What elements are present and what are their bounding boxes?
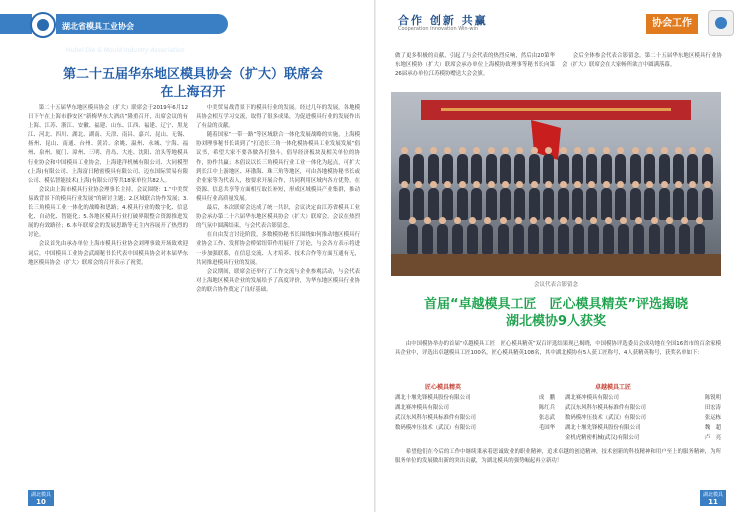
floor: [391, 254, 721, 276]
article2-title-line1: 首届“卓越模具工匠 匠心模具精英”评选揭晓: [423, 297, 689, 312]
list-item: [395, 413, 555, 423]
article1-column-1: [28, 104, 188, 484]
paragraph: 最后，本次联席会达成了统一共识，会议决定由江苏省模具工业协会承办第二十六届华东地区模具协会（扩大）联席会。会议在热烈的气氛中圆满结束，与会代表合影留念。: [196, 205, 360, 230]
list-item: [395, 393, 555, 403]
article1-title-line1: 第二十五届华东地区模具协会（扩大）联席会: [62, 67, 323, 82]
article1-title: [28, 66, 358, 102]
company-name: 数码模冲压技术（武汉）有限公司: [565, 415, 646, 421]
page-number: 11: [708, 498, 718, 506]
article1-column-2: [196, 104, 360, 484]
company-name: 武汉东风科尔模具标准件有限公司: [565, 405, 646, 411]
motto: 合作 创新 共赢: [398, 14, 488, 27]
article2-closing: [395, 448, 721, 466]
company-name: 金机虎精密机械(武汉)有限公司: [565, 435, 640, 441]
list-item: [395, 423, 555, 433]
paragraph: 希望他们在今后的工作中继续秉承着思诚致业的职业精神，追求卓越的创造精神，技术创新的科技精神和用户至上的服务精神，为所服务单位的发展做出新的突出贡献，为湖北模具的强势崛起再立新功！: [395, 449, 721, 465]
left-page-header: [0, 14, 372, 54]
page-number-right: [700, 490, 726, 506]
paragraph: 第二十五届华东地区模具协会（扩大）联席会于2019年6月12日下午在上海市静安区“新梅华东大酒店”隆重召开，出席会议的有上海、江苏、浙江、安徽、福建、山东、江西、福建、辽宁、黑龙江、河北、四川、湖北、湖南、天津、南昌、嘉兴、昆山、无锡、扬州、昆山、南通、台州、黄岩、余姚、温州、永城、宁海、福州、泉州、厦门、漳州、三明、青岛、大连、沈阳、泊头等地模具行业协会和中国模具工业协会，上海建洋机械有限公司、大同模塑(上海)有限公司、上海富日精密模具有限公司、迈东国际贸易有限公司、模弘智能技术(上海)有限公司等共18家单位共82人。: [28, 105, 188, 184]
header-stripe: [0, 14, 32, 34]
winner-name: 张志武: [538, 415, 555, 421]
article1-title-line2: 在上海召开: [160, 85, 226, 100]
paragraph: 在自由发言讨论阶段，多数模协秘书长围绕如何推动地区模具行业协会工作、发挥协会桥梁纽带作用展开了讨论，与会各方表示将进一步加强联系，在信息交流、人才培养、技术合作等方面互通有无，共同推进模具行业的发展。: [196, 232, 360, 266]
award-heading-elite: 匠心模具精英: [425, 384, 462, 391]
footer-label: 湖北模具: [30, 492, 51, 498]
company-name: 湖北赛冲模具有限公司: [565, 395, 619, 401]
article2-title: [391, 296, 721, 330]
paragraph: 会议由上海市模具行业协会理事长主持，会议围绕：1.“中美贸易战背景下的模具行业发展”的研讨主题；2.区域联合协作发展；3.长三角模具工业一体化的战略和思路；4.模具行业的数字化、信息化、自动化、智能化；5.各地区模具行业打破界限整合资源推进发展的有效路径；6.本年联席会的发展思路等无主内容展开了热烈的讨论。: [28, 186, 188, 239]
section-tab: 协会工作: [646, 14, 698, 34]
photo-caption: 会议代表合影留念: [533, 282, 578, 288]
elite-winners: [395, 393, 555, 433]
article1-continued-column: [395, 52, 555, 90]
association-name-cn: 湖北省模具工业协会: [62, 22, 134, 31]
paragraph: 会后全体参会代表合影留念。第二十五届华东地区模具行业协会（扩大）联席会在大家畅所欲言中圆满落幕。: [562, 53, 722, 69]
association-name-en: Hubei Die & Mould Industry Association: [66, 47, 185, 54]
list-item: [565, 403, 721, 413]
footer-label: 湖北模具: [702, 492, 723, 498]
list-item: [565, 423, 721, 433]
motto-en: Cooperation Innovation Win-win: [398, 26, 479, 32]
company-name: 湖北十堰先锋模具股份有限公司: [565, 425, 641, 431]
award-list: [395, 382, 721, 444]
association-logo-icon: [30, 12, 56, 38]
page-gutter: [374, 0, 376, 512]
page-number: 10: [36, 498, 46, 506]
company-name: 湖北赛冲模具有限公司: [395, 405, 449, 411]
company-name: 湖北十堰先锋模具股份有限公司: [395, 395, 471, 401]
winner-name: 魏 超: [704, 425, 721, 431]
middle-row-people: [399, 188, 713, 220]
company-name: 武汉东风科尔模具标准件有限公司: [395, 415, 476, 421]
company-name: 数码模冲压技术（武汉）有限公司: [395, 425, 476, 431]
winner-name: 毛国华: [538, 425, 555, 431]
paragraph: 由中国模协举办的首届“卓越模具工匠 匠心模具精英”双百评选结果现已揭晓，中国模协评选委员会成功地在全国16省市的百余家模具企业中，评选出卓越模具工匠100名，匠心模具精英108名，其中湖北模协有5人获工匠称号，4人获精英称号，获奖名单如下：: [395, 341, 721, 357]
article1-closing-column: [562, 52, 722, 90]
meeting-banner: [421, 100, 691, 120]
paragraph: 会议期间，联席会还举行了工作交流与企业参观活动，与会代表对上海地区模具企业的发展给予了高度评价，为华东地区模具行业协会的联合协作奠定了良好基础。: [196, 268, 360, 293]
front-row-people: [407, 224, 705, 254]
winner-name: 陈红兵: [538, 405, 555, 411]
award-heading-craftsman: 卓越模具工匠: [595, 384, 632, 391]
group-photo: [391, 92, 721, 276]
page-number-left: [28, 490, 54, 506]
back-row-people: [399, 154, 713, 184]
list-item: [565, 433, 721, 443]
winner-name: 卢 亮: [704, 435, 721, 441]
right-page-header: [378, 10, 750, 36]
paragraph: 中美贸易战背景下的模具行业的发展。经过几年的发展，各地模具协会相互学习交流，取得了很多成果，为促进模具行业的发展作出了有益的贡献。: [196, 105, 360, 130]
list-item: [565, 393, 721, 403]
header-band: [56, 14, 228, 54]
winner-name: 成 鹏: [538, 395, 555, 401]
paragraph: 随着国家“一带一路”等区域联合一体化发展战略的实施，上海模协刘理事秘书长谈到了“打造长三角一体化模协模具工业发展发展”倡议书，希望大家不要各做各打独斗，倡导经济板块及相关单位的协作，协作共赢；本倡议以长三角模具行业工业一体化为起点，可扩大到长江中上游地区、环渤海、珠三角等地区，可由各地模协秘书长或企业家等为代表人，按要求开展合作，共同利用区域内各方优势，在资源、信息共享等方面相互取长补短，形成区域模具产业集群，推动模具行业高质量发展。: [196, 132, 360, 202]
list-item: [395, 403, 555, 413]
craftsman-winners: [565, 393, 721, 443]
list-item: [565, 413, 721, 423]
winner-name: 陈锐明: [704, 395, 721, 401]
winner-name: 张运栋: [704, 415, 721, 421]
paragraph: 做了更多积极的贡献，引起了与会代表的热烈反响，然后由20第华东地区模协（扩大）联席会承办单位上海模协致理事等秘书长向第26届承办单位江苏模协赠送大会会旗。: [395, 53, 555, 78]
paragraph: 会议首先由承办单位上海市模具行业协会刘理事致开场致欢迎词后，中国模具工业协会武副秘书长代表中国模具协会对本届华东地区模具协会（扩大）联席会的召开表示了祝贺。: [28, 241, 188, 266]
association-logo-icon: [708, 10, 734, 36]
article2-intro: [395, 340, 721, 358]
article2-title-line2: 湖北模协9人获奖: [505, 314, 607, 329]
winner-name: 田宏涛: [704, 405, 721, 411]
